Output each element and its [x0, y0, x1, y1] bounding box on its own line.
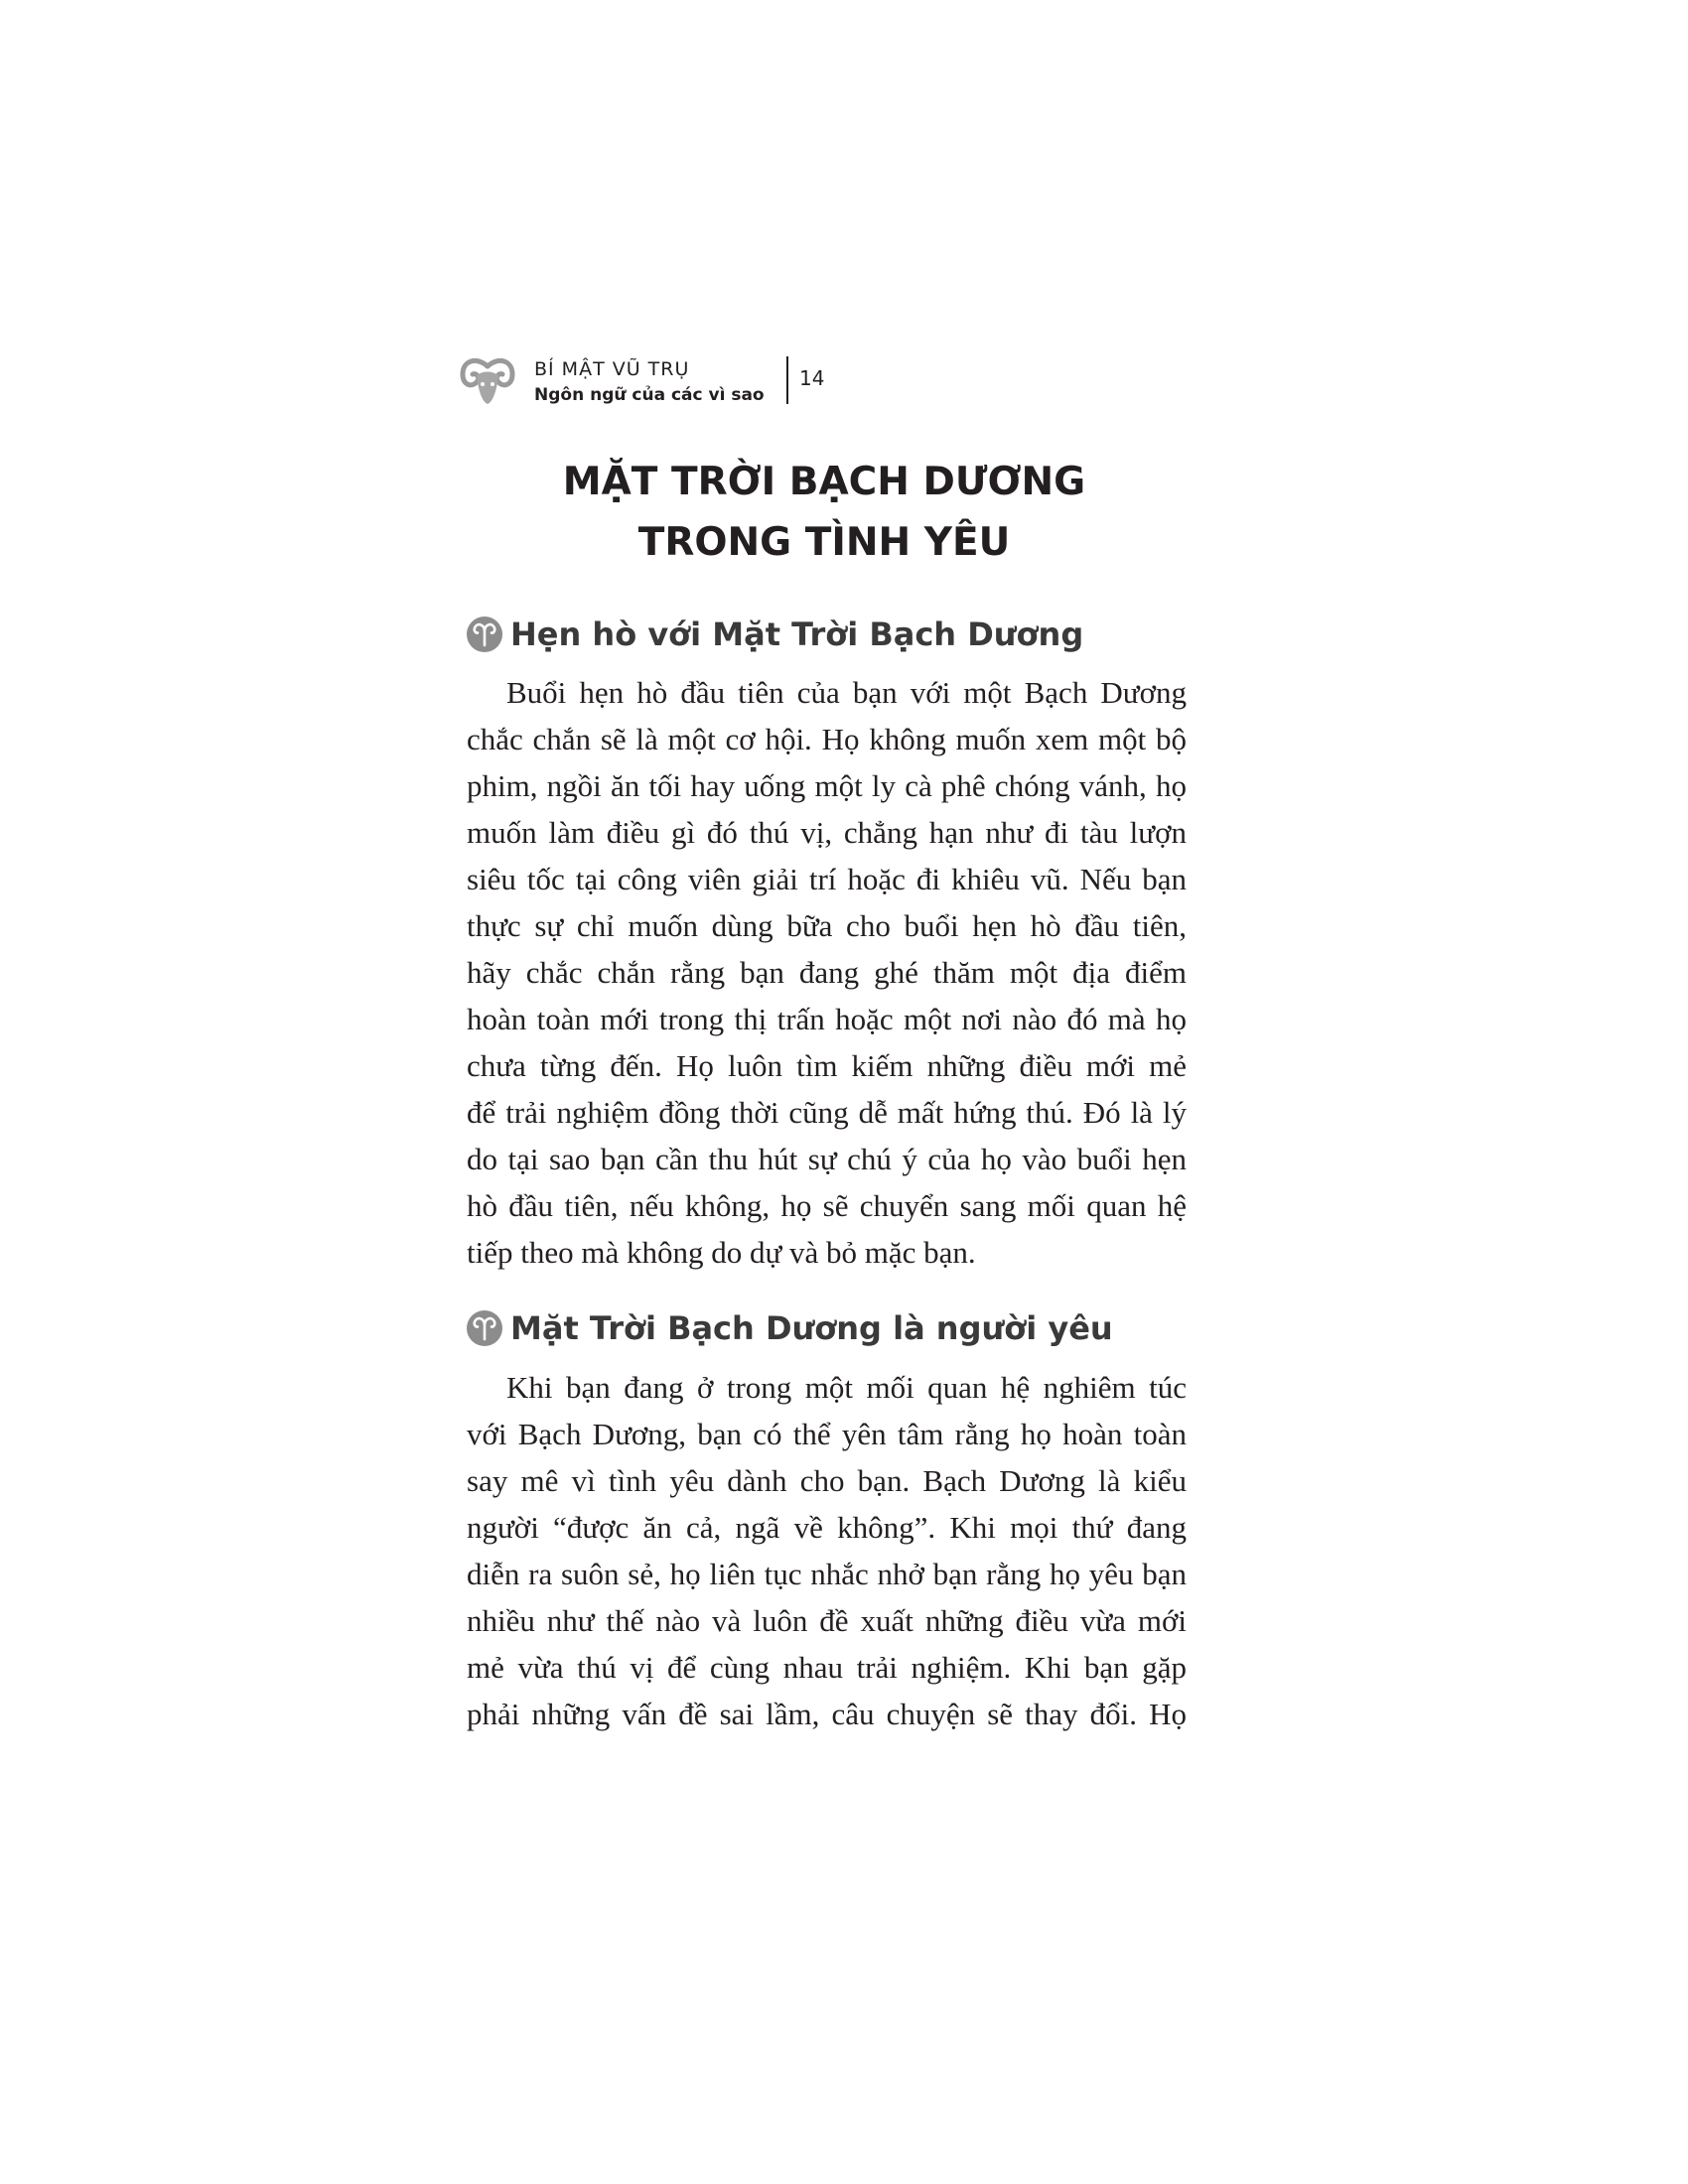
- text-line: hò đầu tiên, nếu không, họ sẽ chuyển sang mối quan hệ: [467, 1188, 1187, 1223]
- book-title: BÍ MẬT VŨ TRỤ: [534, 358, 690, 380]
- text-line: do tại sao bạn cần thu hút sự chú ý của họ vào buổi hẹn: [467, 1142, 1187, 1176]
- text-line: chắc chắn sẽ là một cơ hội. Họ không muốn xem một bộ: [467, 722, 1187, 756]
- ram-head-icon: [459, 354, 516, 406]
- section-1-paragraph: [467, 669, 1187, 1276]
- text-line: Khi bạn đang ở trong một mối quan hệ nghiêm túc: [506, 1370, 1187, 1405]
- running-header: [459, 352, 856, 414]
- text-line: diễn ra suôn sẻ, họ liên tục nhắc nhở bạn rằng họ yêu bạn: [467, 1557, 1187, 1591]
- text-line: Buổi hẹn hò đầu tiên của bạn với một Bạch Dương: [506, 675, 1187, 710]
- text-line: với Bạch Dương, bạn có thể yên tâm rằng họ hoàn toàn: [467, 1417, 1187, 1451]
- text-line: nhiều như thế nào và luôn đề xuất những điều vừa mới: [467, 1603, 1187, 1638]
- text-line: chưa từng đến. Họ luôn tìm kiếm những điều mới mẻ: [467, 1048, 1187, 1083]
- page-number: 14: [799, 366, 825, 390]
- text-line: thực sự chỉ muốn dùng bữa cho buổi hẹn hò đầu tiên,: [467, 908, 1187, 943]
- chapter-title-line-1: MẶT TRỜI BẠCH DƯƠNG: [562, 460, 1086, 504]
- text-line: mẻ vừa thú vị để cùng nhau trải nghiệm. Khi bạn gặp: [467, 1650, 1187, 1685]
- aries-icon: [467, 1310, 502, 1346]
- text-line: tiếp theo mà không do dự và bỏ mặc bạn.: [467, 1235, 976, 1270]
- text-line: phim, ngồi ăn tối hay uống một ly cà phê chóng vánh, họ: [467, 768, 1187, 803]
- aries-icon: [467, 616, 502, 652]
- chapter-title: [467, 452, 1182, 573]
- header-divider: [786, 356, 788, 404]
- section-heading-text: Hẹn hò với Mặt Trời Bạch Dương: [510, 615, 1084, 653]
- book-subtitle: Ngôn ngữ của các vì sao: [534, 385, 765, 405]
- text-line: người “được ăn cả, ngã về không”. Khi mọi thứ đang: [467, 1510, 1187, 1545]
- text-line: say mê vì tình yêu dành cho bạn. Bạch Dương là kiểu: [467, 1463, 1187, 1498]
- text-line: muốn làm điều gì đó thú vị, chẳng hạn như đi tàu lượn: [467, 815, 1187, 850]
- text-line: hoàn toàn mới trong thị trấn hoặc một nơi nào đó mà họ: [467, 1002, 1187, 1036]
- text-line: phải những vấn đề sai lầm, câu chuyện sẽ thay đổi. Họ: [467, 1697, 1187, 1731]
- text-line: để trải nghiệm đồng thời cũng dễ mất hứng thú. Đó là lý: [467, 1095, 1187, 1130]
- section-heading-text: Mặt Trời Bạch Dương là người yêu: [510, 1309, 1113, 1347]
- text-line: hãy chắc chắn rằng bạn đang ghé thăm một địa điểm: [467, 955, 1187, 990]
- chapter-title-line-2: TRONG TÌNH YÊU: [637, 520, 1011, 565]
- text-line: siêu tốc tại công viên giải trí hoặc đi khiêu vũ. Nếu bạn: [467, 862, 1187, 896]
- section-2-paragraph: [467, 1364, 1187, 1737]
